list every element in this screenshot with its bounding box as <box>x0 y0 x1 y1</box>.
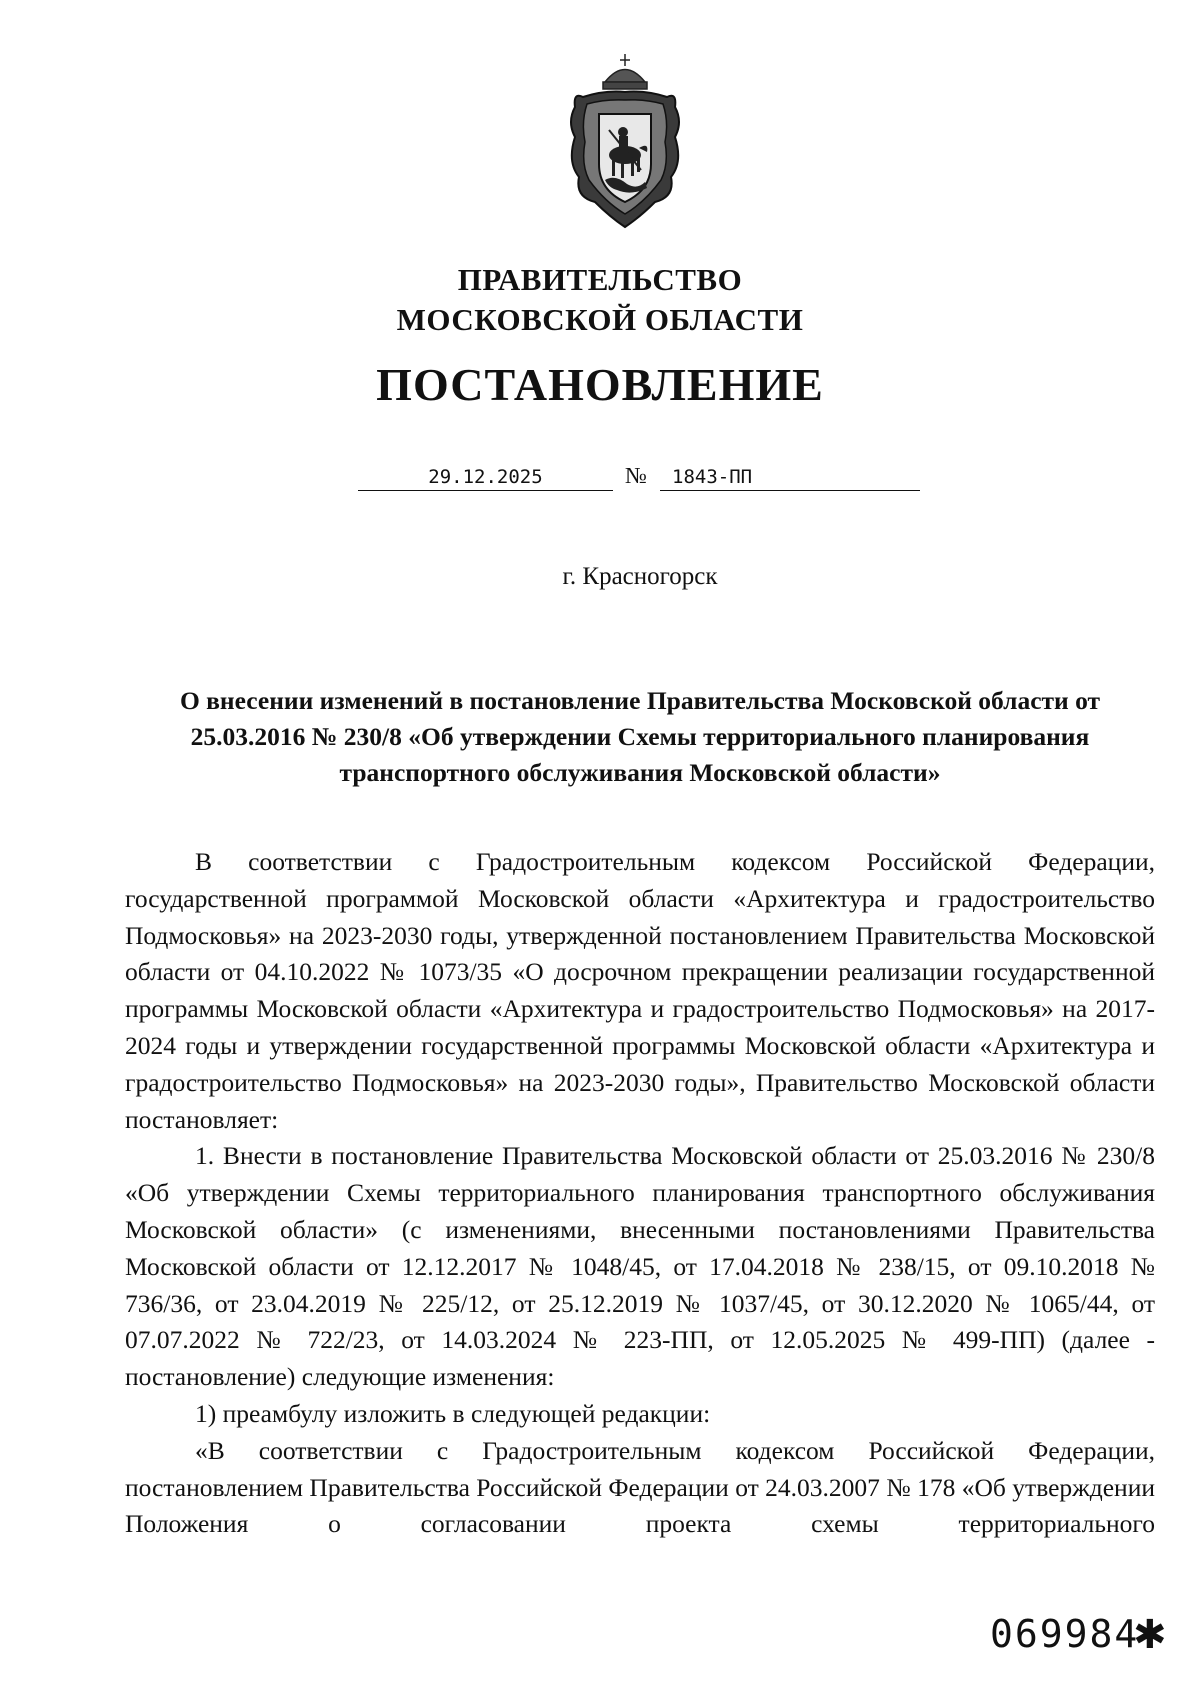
body-paragraph-item-1: 1. Внести в постановление Правительства Московской области от 25.03.2016 № 230/8 «Об утверждении Схемы территориального планирования транспортного обслуживания Московской области» (с изменениями, внесенными постановлениями Правительства Московской области от 12.12.2017 № 1048/45, от 17.04.2018 № 238/15, от 09.10.2018 № 736/36, от 23.04.2019 № 225/12, от 25.12.2019 № 1037/45, от 30.12.2020 № 1065/44, от 07.07.2022 № 722/23, от 14.03.2024 № 223-ПП, от 12.05.2025 № 499-ПП) (далее - постановление) следующие изменения: <box>125 1141 1155 1392</box>
body-paragraph-preamble: В соответствии с Градостроительным кодексом Российской Федерации, государственной программой Московской области «Архитектура и градостроительство Подмосковья» на 2023-2030 годы, утвержденной постановлением Правительства Московской области от 04.10.2022 № 1073/35 «О досрочном прекращении реализации государственной программы Московской области «Архитектура и градостроительство Подмосковья» на 2017-2024 годы и утверждении государственной программы Московской области «Архитектура и градостроительство Подмосковья» на 2023-2030 годы», Правительство Московской области постановляет: <box>125 847 1155 1134</box>
document-subject: О внесении изменений в постановление Правительства Московской области от 25.03.2016 № 230/8 «Об утверждении Схемы территориального планирования транспортного обслуживания Московской области» <box>179 686 1101 787</box>
moscow-region-coat-of-arms-icon <box>565 52 685 237</box>
body-paragraph-subitem-1: 1) преамбулу изложить в следующей редакции: <box>195 1398 711 1428</box>
number-sign: № <box>625 463 647 488</box>
organization-name-line-2: МОСКОВСКОЙ ОБЛАСТИ <box>396 302 804 337</box>
star-icon: ✱ <box>1133 1612 1167 1658</box>
body-paragraph-quote: «В соответствии с Градостроительным кодексом Российской Федерации, постановлением Правительства Российской Федерации от 24.03.2007 № 178 «Об утверждении Положения о согласовании проекта схемы территориального <box>125 1435 1155 1539</box>
organization-name-line-1: ПРАВИТЕЛЬСТВО <box>457 262 743 297</box>
form-serial-number: 069984 <box>990 1612 1140 1656</box>
document-number: 1843-ПП <box>660 466 920 491</box>
issuing-city: г. Красногорск <box>562 563 718 590</box>
document-date: 29.12.2025 <box>358 466 613 491</box>
document-body <box>125 844 1155 1543</box>
document-type-title: ПОСТАНОВЛЕНИЕ <box>376 359 824 410</box>
